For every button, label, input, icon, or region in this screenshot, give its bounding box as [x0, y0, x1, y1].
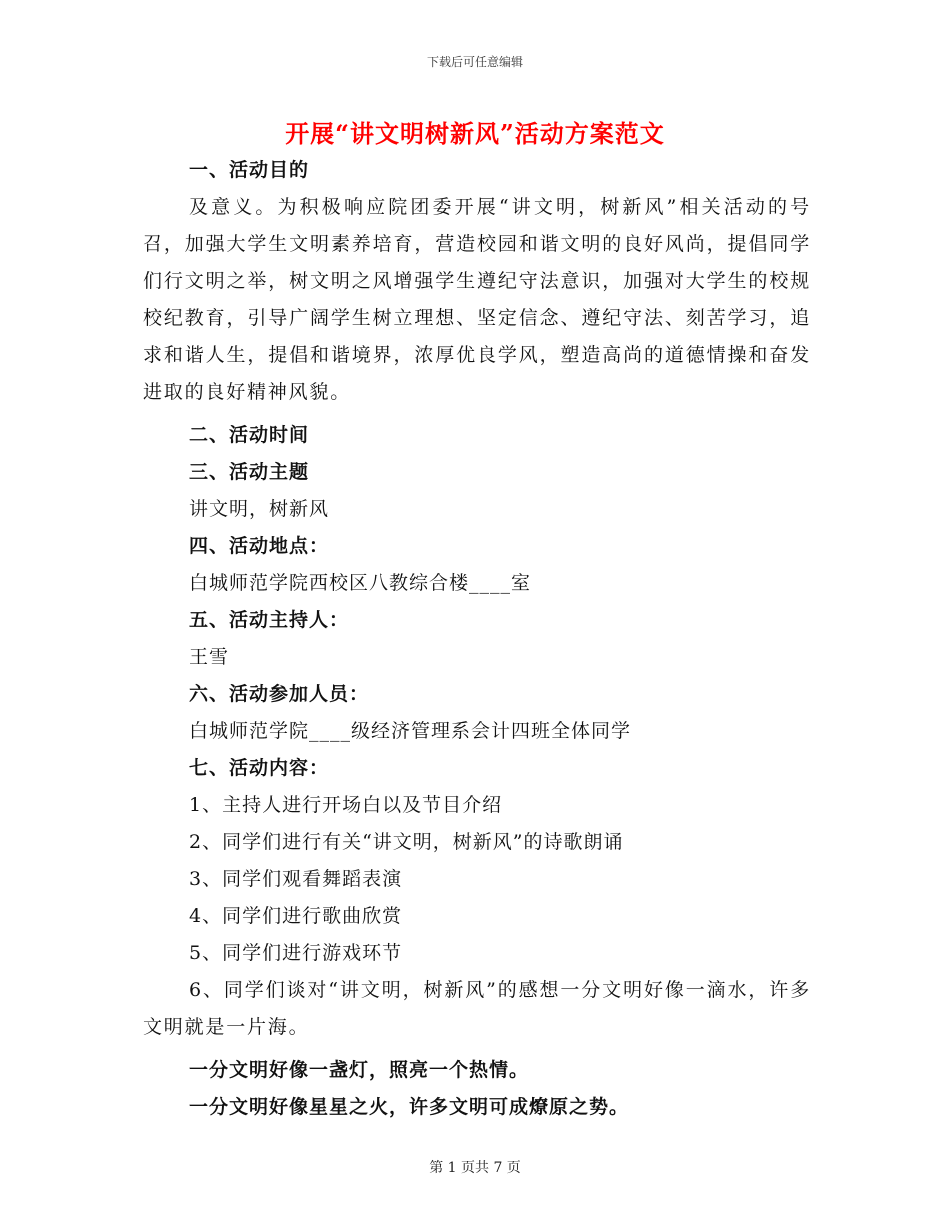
- list-item-6: 6、同学们谈对“讲文明，树新风”的感想一分文明好像一滴水，许多文明就是一片海。: [143, 979, 811, 1038]
- document-title: 开展“讲文明树新风”活动方案范文: [285, 119, 665, 148]
- section-heading-content: 七、活动内容：: [189, 757, 330, 779]
- section-text-host: 王雪: [189, 646, 230, 668]
- document-body: [143, 152, 811, 1126]
- list-item: 4、同学们进行歌曲欣赏: [189, 905, 403, 927]
- bold-statement-2: 一分文明好像星星之火，许多文明可成燎原之势。: [189, 1096, 630, 1118]
- section-text-theme: 讲文明，树新风: [189, 498, 330, 520]
- section-heading-location: 四、活动地点：: [189, 535, 330, 557]
- section-text-participants: 白城师范学院____级经济管理系会计四班全体同学: [189, 720, 632, 742]
- section-heading-time: 二、活动时间: [189, 424, 310, 446]
- list-item: 2、同学们进行有关“讲文明，树新风”的诗歌朗诵: [189, 831, 624, 853]
- list-item: 5、同学们进行游戏环节: [189, 942, 403, 964]
- list-item: 3、同学们观看舞蹈表演: [189, 868, 403, 890]
- section-text-location: 白城师范学院西校区八教综合楼____室: [189, 572, 532, 594]
- section-heading-purpose: 一、活动目的: [189, 159, 310, 181]
- section-text-purpose: 及意义。为积极响应院团委开展“讲文明，树新风”相关活动的号召，加强大学生文明素养培育，营造校园和谐文明的良好风尚，提倡同学们行文明之举，树文明之风增强学生遵纪守法意识，加强对大学生的校规校纪教育，引导广阔学生树立理想、坚定信念、遵纪守法、刻苦学习，追求和谐人生，提倡和谐境界，浓厚优良学风，塑造高尚的道德情操和奋发进取的良好精神风貌。: [143, 196, 811, 403]
- bold-statement-1: 一分文明好像一盏灯，照亮一个热情。: [189, 1059, 530, 1081]
- header-note: 下载后可任意编辑: [426, 55, 523, 69]
- list-item: 1、主持人进行开场白以及节目介绍: [189, 794, 503, 816]
- section-heading-theme: 三、活动主题: [189, 461, 310, 483]
- page-footer: 第 1 页共 7 页: [429, 1160, 521, 1176]
- section-heading-host: 五、活动主持人：: [189, 609, 350, 631]
- section-heading-participants: 六、活动参加人员：: [189, 683, 370, 705]
